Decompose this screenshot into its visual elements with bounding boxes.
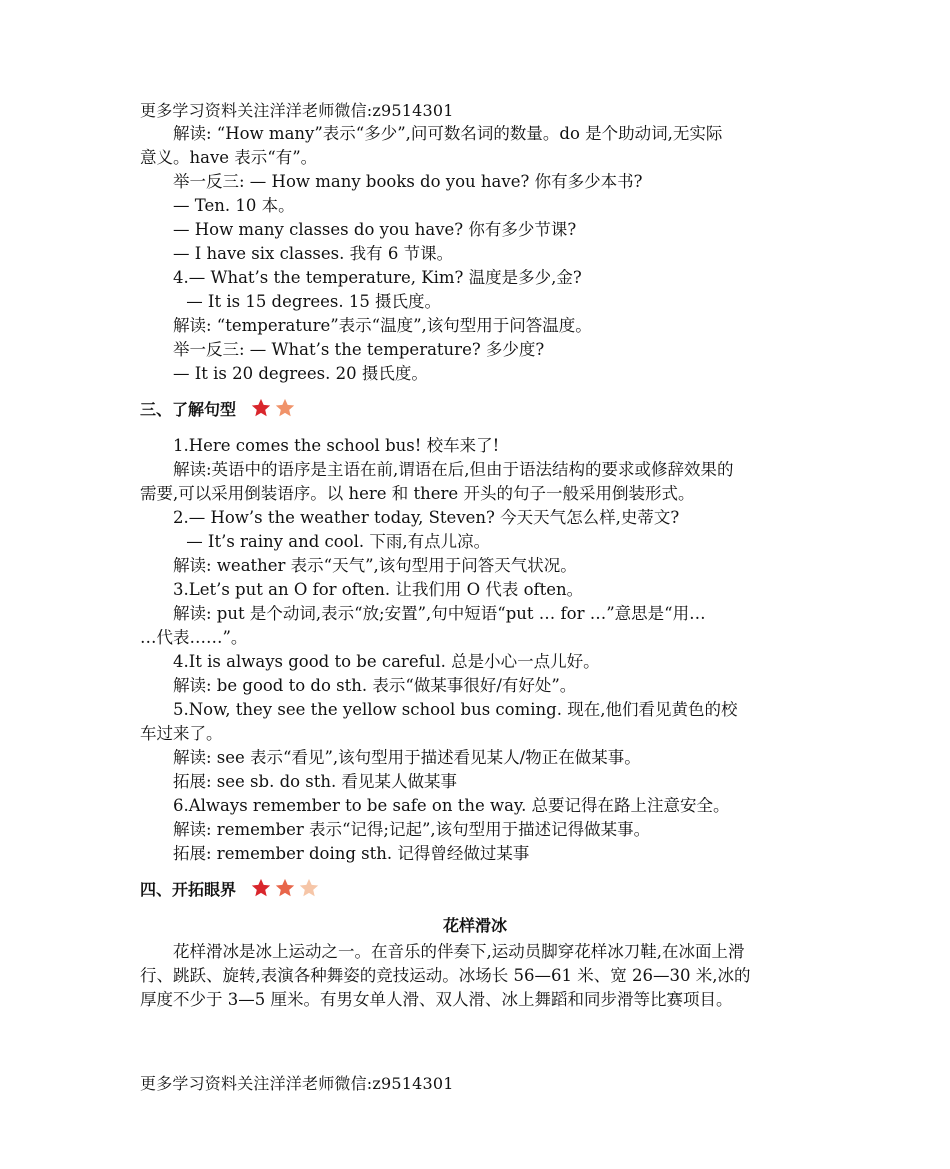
text-line: — Ten. 10 本。 [173,196,295,215]
text-line: 解读: remember 表示“记得;记起”,该句型用于描述记得做某事。 [173,820,651,839]
difficulty-stars [250,397,298,419]
text-line: 举一反三: — What’s the temperature? 多少度? [173,340,545,359]
star-icon [250,397,272,419]
text-line: 车过来了。 [140,724,223,743]
section-title: 四、开拓眼界 [140,879,237,899]
article-title: 花样滑冰 [442,916,507,935]
text-line: 解读: “How many”表示“多少”,问可数名词的数量。do 是个助动词,无实际 [173,124,723,143]
text-line: 1.Here comes the school bus! 校车来了! [173,436,500,455]
text-line: 4.— What’s the temperature, Kim? 温度是多少,金? [173,268,582,287]
star-icon [274,397,296,419]
article-line: 厚度不少于 3—5 厘米。有男女单人滑、双人滑、冰上舞蹈和同步滑等比赛项目。 [140,990,733,1009]
text-line: 需要,可以采用倒装语序。以 here 和 there 开头的句子一般采用倒装形式。 [140,484,695,503]
text-line: 6.Always remember to be safe on the way. 总要记得在路上注意安全。 [173,796,730,815]
text-line: 解读: be good to do sth. 表示“做某事很好/有好处”。 [173,676,577,695]
star-icon [250,877,272,899]
text-line: 意义。have 表示“有”。 [140,148,318,167]
text-line: — It’s rainy and cool. 下雨,有点儿凉。 [186,532,491,551]
text-line: — How many classes do you have? 你有多少节课? [173,220,577,239]
text-line: — It is 15 degrees. 15 摄氏度。 [186,292,442,311]
text-line: 举一反三: — How many books do you have? 你有多少本书? [173,172,643,191]
star-icon [298,877,320,899]
section-heading-3 [140,396,810,420]
text-line: 拓展: remember doing sth. 记得曾经做过某事 [173,844,530,863]
text-line: 5.Now, they see the yellow school bus coming. 现在,他们看见黄色的校 [173,700,738,719]
text-line: 解读: “temperature”表示“温度”,该句型用于问答温度。 [173,316,592,335]
text-line: 4.It is always good to be careful. 总是小心一点儿好。 [173,652,600,671]
text-line: — I have six classes. 我有 6 节课。 [173,244,454,263]
text-line: 2.— How’s the weather today, Steven? 今天天气怎么样,史蒂文? [173,508,680,527]
article-line: 行、跳跃、旋转,表演各种舞姿的竞技运动。冰场长 56—61 米、宽 26—30 米,冰的 [140,966,751,985]
section-title: 三、了解句型 [140,399,237,419]
text-line: …代表……”。 [140,628,248,647]
text-line: 解读: see 表示“看见”,该句型用于描述看见某人/物正在做某事。 [173,748,641,767]
text-line: 解读:英语中的语序是主语在前,谓语在后,但由于语法结构的要求或修辞效果的 [173,460,734,479]
footer-note: 更多学习资料关注洋洋老师微信:z9514301 [140,1074,454,1093]
text-line: 解读: put 是个动词,表示“放;安置”,句中短语“put … for …”意思是“用… [173,604,706,623]
section-heading-4 [140,876,810,900]
text-line: 3.Let’s put an O for often. 让我们用 O 代表 often。 [173,580,584,599]
text-line: 拓展: see sb. do sth. 看见某人做某事 [173,772,458,791]
star-icon [274,877,296,899]
article-line: 花样滑冰是冰上运动之一。在音乐的伴奏下,运动员脚穿花样冰刀鞋,在冰面上滑 [173,942,745,961]
text-line: 解读: weather 表示“天气”,该句型用于问答天气状况。 [173,556,577,575]
content [140,122,810,1012]
header-note: 更多学习资料关注洋洋老师微信:z9514301 [140,101,454,120]
difficulty-stars [250,877,322,899]
text-line: — It is 20 degrees. 20 摄氏度。 [173,364,428,383]
